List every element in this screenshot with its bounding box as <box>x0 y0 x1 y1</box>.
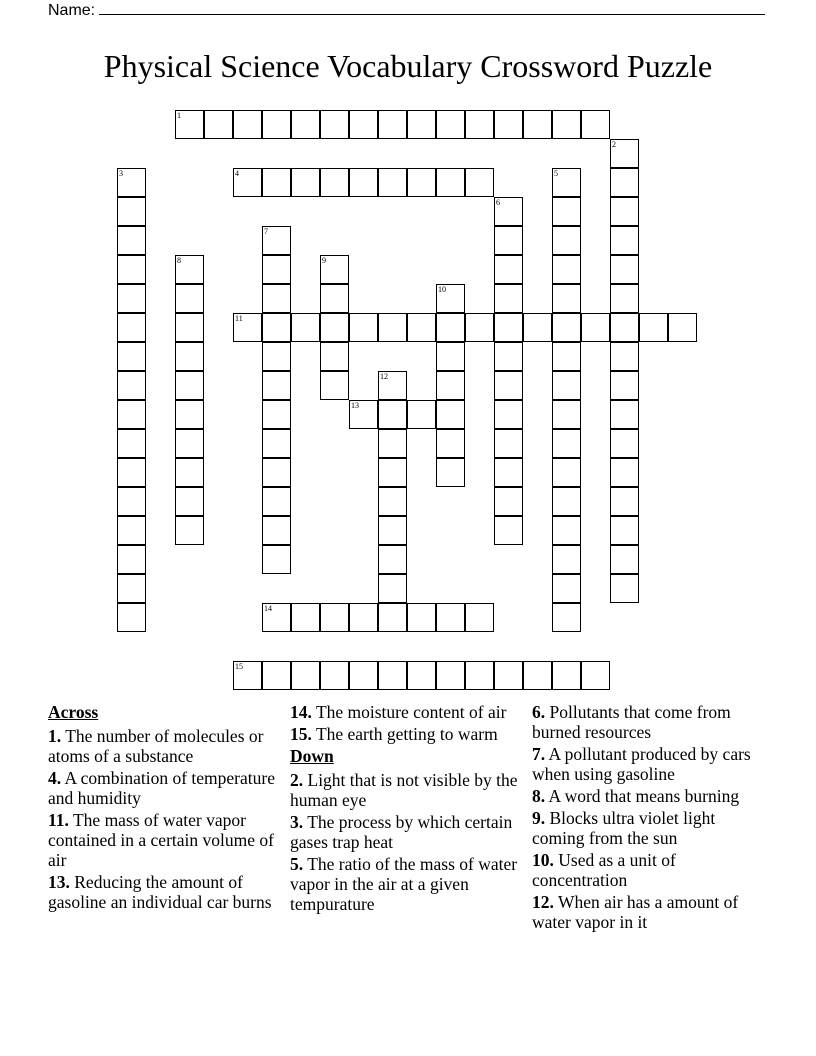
grid-cell[interactable] <box>117 371 146 400</box>
grid-cell[interactable] <box>407 603 436 632</box>
clue-num: 5. <box>290 854 304 874</box>
grid-cell[interactable] <box>233 168 262 197</box>
grid-cell[interactable] <box>262 255 291 284</box>
grid-cell[interactable] <box>175 516 204 545</box>
grid-cell[interactable] <box>320 371 349 400</box>
clue-number: 7 <box>264 227 268 236</box>
grid-cell[interactable] <box>233 110 262 139</box>
across-clue <box>48 872 284 912</box>
grid-cell[interactable] <box>175 313 204 342</box>
grid-cell[interactable] <box>175 284 204 313</box>
grid-cell[interactable] <box>320 342 349 371</box>
grid-cell[interactable] <box>610 574 639 603</box>
grid-cell[interactable] <box>117 284 146 313</box>
clues-column-2 <box>290 702 528 916</box>
grid-cell[interactable] <box>552 110 581 139</box>
clue-text: The moisture content of air <box>315 702 507 722</box>
grid-cell[interactable] <box>175 255 204 284</box>
grid-cell[interactable] <box>436 313 465 342</box>
clue-heading: Across <box>48 702 99 722</box>
grid-cell[interactable] <box>436 429 465 458</box>
clues-column-3 <box>532 702 772 934</box>
clue-number: 2 <box>612 140 616 149</box>
grid-cell[interactable] <box>552 661 581 690</box>
grid-cell[interactable] <box>117 429 146 458</box>
grid-cell[interactable] <box>320 168 349 197</box>
grid-cell[interactable] <box>291 603 320 632</box>
grid-cell[interactable] <box>494 371 523 400</box>
grid-cell[interactable] <box>407 400 436 429</box>
clue-number: 11 <box>235 314 243 323</box>
grid-cell[interactable] <box>552 458 581 487</box>
grid-cell[interactable] <box>610 342 639 371</box>
grid-cell[interactable] <box>262 429 291 458</box>
down-clue <box>290 854 528 914</box>
clue-num: 3. <box>290 812 304 832</box>
down-clue <box>532 808 772 848</box>
grid-cell[interactable] <box>552 226 581 255</box>
grid-cell[interactable] <box>552 429 581 458</box>
clue-text: A combination of temperature and humidity <box>48 768 275 808</box>
grid-cell[interactable] <box>552 574 581 603</box>
across-clue <box>290 702 528 722</box>
grid-cell[interactable] <box>552 400 581 429</box>
grid-cell[interactable] <box>494 110 523 139</box>
grid-cell[interactable] <box>378 371 407 400</box>
grid-cell[interactable] <box>117 255 146 284</box>
grid-cell[interactable] <box>262 400 291 429</box>
grid-cell[interactable] <box>262 342 291 371</box>
grid-cell[interactable] <box>262 661 291 690</box>
grid-cell[interactable] <box>320 255 349 284</box>
grid-cell[interactable] <box>465 603 494 632</box>
grid-cell[interactable] <box>117 168 146 197</box>
clue-number: 6 <box>496 198 500 207</box>
down-clue <box>532 702 772 742</box>
grid-cell[interactable] <box>610 545 639 574</box>
grid-cell[interactable] <box>291 313 320 342</box>
grid-cell[interactable] <box>407 168 436 197</box>
grid-cell[interactable] <box>436 458 465 487</box>
grid-cell[interactable] <box>117 487 146 516</box>
grid-cell[interactable] <box>117 197 146 226</box>
grid-cell[interactable] <box>117 226 146 255</box>
grid-cell[interactable] <box>233 313 262 342</box>
grid-cell[interactable] <box>262 371 291 400</box>
grid-cell[interactable] <box>262 516 291 545</box>
clues-column-1 <box>48 702 284 914</box>
grid-cell[interactable] <box>320 661 349 690</box>
clue-text: The earth getting to warm <box>315 724 498 744</box>
down-clue <box>532 892 772 932</box>
grid-cell[interactable] <box>262 110 291 139</box>
grid-cell[interactable] <box>581 110 610 139</box>
grid-cell[interactable] <box>262 545 291 574</box>
grid-cell[interactable] <box>175 342 204 371</box>
clue-number: 3 <box>119 169 123 178</box>
grid-cell[interactable] <box>378 458 407 487</box>
grid-cell[interactable] <box>349 661 378 690</box>
grid-cell[interactable] <box>291 110 320 139</box>
clue-number: 8 <box>177 256 181 265</box>
grid-cell[interactable] <box>610 226 639 255</box>
grid-cell[interactable] <box>494 487 523 516</box>
grid-cell[interactable] <box>378 168 407 197</box>
grid-cell[interactable] <box>610 400 639 429</box>
grid-cell[interactable] <box>117 342 146 371</box>
grid-cell[interactable] <box>320 313 349 342</box>
clue-number: 1 <box>177 111 181 120</box>
grid-cell[interactable] <box>349 168 378 197</box>
grid-cell[interactable] <box>117 458 146 487</box>
grid-cell[interactable] <box>262 487 291 516</box>
grid-cell[interactable] <box>494 661 523 690</box>
grid-cell[interactable] <box>610 197 639 226</box>
grid-cell[interactable] <box>552 342 581 371</box>
grid-cell[interactable] <box>581 661 610 690</box>
grid-cell[interactable] <box>610 371 639 400</box>
clue-num: 6. <box>532 702 546 722</box>
grid-cell[interactable] <box>349 603 378 632</box>
clue-number: 10 <box>438 285 446 294</box>
clue-text: Used as a unit of concentration <box>532 850 676 890</box>
grid-cell[interactable] <box>494 226 523 255</box>
grid-cell[interactable] <box>117 313 146 342</box>
clue-text: A word that means burning <box>548 786 740 806</box>
grid-cell[interactable] <box>552 313 581 342</box>
grid-cell[interactable] <box>233 661 262 690</box>
grid-cell[interactable] <box>291 661 320 690</box>
grid-cell[interactable] <box>378 661 407 690</box>
grid-cell[interactable] <box>262 313 291 342</box>
clue-num: 4. <box>48 768 62 788</box>
grid-cell[interactable] <box>407 661 436 690</box>
grid-cell[interactable] <box>436 342 465 371</box>
clue-num: 8. <box>532 786 546 806</box>
grid-cell[interactable] <box>494 342 523 371</box>
clue-num: 9. <box>532 808 546 828</box>
grid-cell[interactable] <box>610 168 639 197</box>
grid-cell[interactable] <box>436 284 465 313</box>
grid-cell[interactable] <box>581 313 610 342</box>
grid-cell[interactable] <box>639 313 668 342</box>
clue-num: 7. <box>532 744 546 764</box>
clue-text: The mass of water vapor contained in a certain volume of air <box>48 810 274 870</box>
grid-cell[interactable] <box>436 110 465 139</box>
grid-cell[interactable] <box>610 458 639 487</box>
clue-num: 11. <box>48 810 69 830</box>
grid-cell[interactable] <box>610 487 639 516</box>
across-clue <box>48 726 284 766</box>
grid-cell[interactable] <box>465 661 494 690</box>
clue-heading: Down <box>290 746 334 766</box>
grid-cell[interactable] <box>436 371 465 400</box>
grid-cell[interactable] <box>436 168 465 197</box>
grid-cell[interactable] <box>465 313 494 342</box>
grid-cell[interactable] <box>175 429 204 458</box>
grid-cell[interactable] <box>378 574 407 603</box>
grid-cell[interactable] <box>610 429 639 458</box>
grid-cell[interactable] <box>552 284 581 313</box>
grid-cell[interactable] <box>523 661 552 690</box>
grid-cell[interactable] <box>175 371 204 400</box>
grid-cell[interactable] <box>465 110 494 139</box>
across-clue <box>48 768 284 808</box>
grid-cell[interactable] <box>610 284 639 313</box>
clue-text: Pollutants that come from burned resources <box>532 702 731 742</box>
grid-cell[interactable] <box>320 284 349 313</box>
grid-cell[interactable] <box>378 400 407 429</box>
grid-cell[interactable] <box>552 255 581 284</box>
grid-cell[interactable] <box>117 545 146 574</box>
clue-number: 5 <box>554 169 558 178</box>
grid-cell[interactable] <box>262 284 291 313</box>
clue-num: 12. <box>532 892 554 912</box>
grid-cell[interactable] <box>291 168 320 197</box>
grid-cell[interactable] <box>610 139 639 168</box>
grid-cell[interactable] <box>378 603 407 632</box>
grid-cell[interactable] <box>407 313 436 342</box>
grid-cell[interactable] <box>523 110 552 139</box>
grid-cell[interactable] <box>378 429 407 458</box>
grid-cell[interactable] <box>262 168 291 197</box>
grid-cell[interactable] <box>349 313 378 342</box>
grid-cell[interactable] <box>378 313 407 342</box>
grid-cell[interactable] <box>175 110 204 139</box>
down-clue <box>532 786 772 806</box>
grid-cell[interactable] <box>262 603 291 632</box>
grid-cell[interactable] <box>117 400 146 429</box>
clue-text: The number of molecules or atoms of a substance <box>48 726 264 766</box>
clue-num: 10. <box>532 850 554 870</box>
grid-cell[interactable] <box>552 516 581 545</box>
grid-cell[interactable] <box>494 313 523 342</box>
grid-cell[interactable] <box>552 197 581 226</box>
clue-number: 13 <box>351 401 359 410</box>
grid-cell[interactable] <box>378 516 407 545</box>
across-clue <box>48 810 284 870</box>
grid-cell[interactable] <box>117 603 146 632</box>
grid-cell[interactable] <box>262 458 291 487</box>
grid-cell[interactable] <box>552 603 581 632</box>
grid-cell[interactable] <box>552 545 581 574</box>
grid-cell[interactable] <box>378 487 407 516</box>
clue-number: 14 <box>264 604 272 613</box>
grid-cell[interactable] <box>407 110 436 139</box>
grid-cell[interactable] <box>610 516 639 545</box>
name-label: Name: <box>48 2 96 19</box>
clue-text: Reducing the amount of gasoline an individual car burns <box>48 872 272 912</box>
grid-cell[interactable] <box>175 487 204 516</box>
clue-num: 13. <box>48 872 70 892</box>
grid-cell[interactable] <box>494 197 523 226</box>
clue-num: 15. <box>290 724 312 744</box>
grid-cell[interactable] <box>668 313 697 342</box>
clue-text: The ratio of the mass of water vapor in the air at a given tempurature <box>290 854 518 914</box>
grid-cell[interactable] <box>610 313 639 342</box>
clue-text: The process by which certain gases trap heat <box>290 812 513 852</box>
clue-number: 9 <box>322 256 326 265</box>
clue-text: When air has a amount of water vapor in it <box>532 892 739 932</box>
clue-num: 14. <box>290 702 312 722</box>
grid-cell[interactable] <box>465 168 494 197</box>
grid-cell[interactable] <box>494 255 523 284</box>
grid-cell[interactable] <box>523 313 552 342</box>
grid-cell[interactable] <box>175 458 204 487</box>
grid-cell[interactable] <box>494 458 523 487</box>
grid-cell[interactable] <box>378 110 407 139</box>
grid-cell[interactable] <box>610 255 639 284</box>
grid-cell[interactable] <box>436 603 465 632</box>
down-clue <box>532 850 772 890</box>
grid-cell[interactable] <box>117 516 146 545</box>
grid-cell[interactable] <box>552 168 581 197</box>
clue-text: A pollutant produced by cars when using gasoline <box>532 744 751 784</box>
across-clue <box>290 724 528 744</box>
grid-cell[interactable] <box>117 574 146 603</box>
grid-cell[interactable] <box>494 284 523 313</box>
grid-cell[interactable] <box>320 110 349 139</box>
grid-cell[interactable] <box>494 429 523 458</box>
grid-cell[interactable] <box>552 487 581 516</box>
grid-cell[interactable] <box>494 400 523 429</box>
down-clue <box>532 744 772 784</box>
grid-cell[interactable] <box>262 226 291 255</box>
clue-num: 2. <box>290 770 304 790</box>
grid-cell[interactable] <box>436 661 465 690</box>
grid-cell[interactable] <box>436 400 465 429</box>
clue-text: Blocks ultra violet light coming from the sun <box>532 808 716 848</box>
down-clue <box>290 770 528 810</box>
clue-number: 12 <box>380 372 388 381</box>
grid-cell[interactable] <box>494 516 523 545</box>
grid-cell[interactable] <box>349 400 378 429</box>
down-clue <box>290 812 528 852</box>
grid-cell[interactable] <box>204 110 233 139</box>
grid-cell[interactable] <box>378 545 407 574</box>
page-title: Physical Science Vocabulary Crossword Puzzle <box>103 48 713 84</box>
clue-number: 15 <box>235 662 243 671</box>
clue-text: Light that is not visible by the human eye <box>290 770 518 810</box>
clue-number: 4 <box>235 169 239 178</box>
grid-cell[interactable] <box>175 400 204 429</box>
grid-cell[interactable] <box>552 371 581 400</box>
grid-cell[interactable] <box>349 110 378 139</box>
grid-cell[interactable] <box>320 603 349 632</box>
clue-num: 1. <box>48 726 62 746</box>
